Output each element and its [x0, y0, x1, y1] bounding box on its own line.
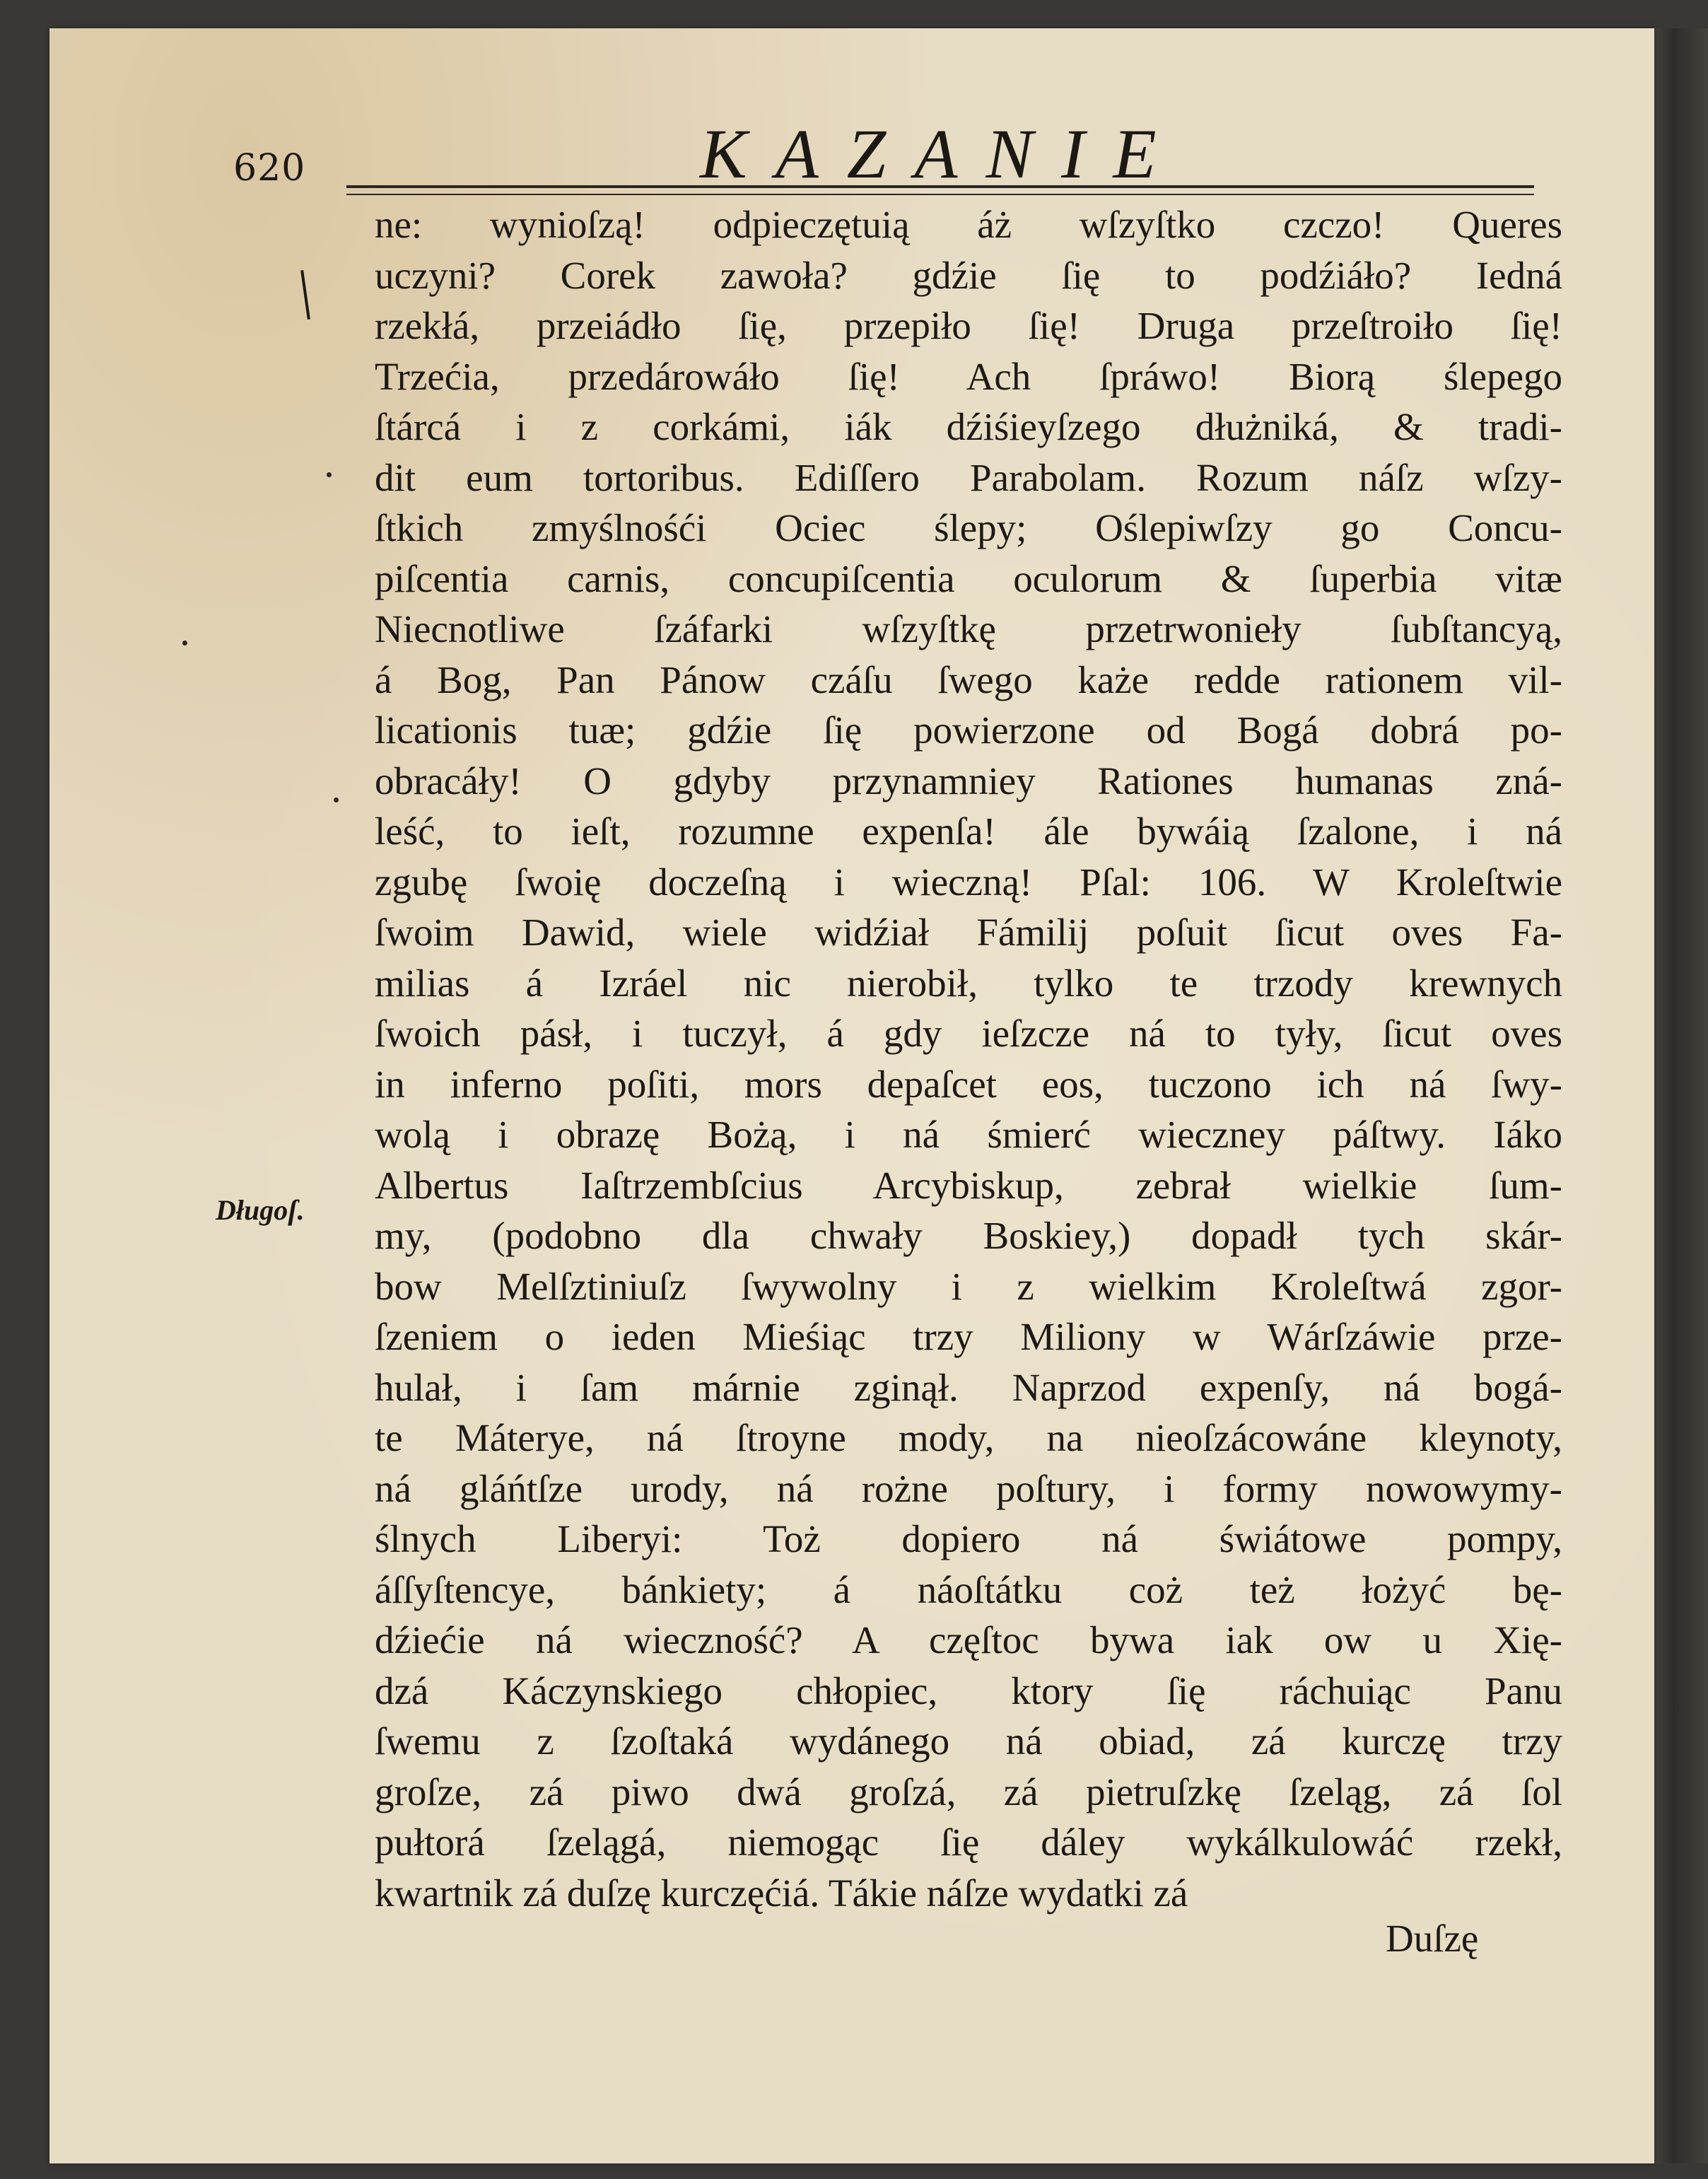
text-line: á Bog, Pan Pánow czáſu ſwego każe redde rationem vil-	[375, 658, 1562, 701]
running-title: KAZANIE	[700, 115, 1185, 193]
text-line: ne: wynioſzą! odpieczętuią áż wſzyſtko czczo! Queres	[375, 203, 1562, 246]
text-line: kwartnik zá duſzę kurczęćiá. Tákie náſze wydatki zá	[375, 1871, 1188, 1915]
ink-dot	[182, 641, 187, 645]
book-spine	[1651, 28, 1708, 2163]
text-line: leść, to ieſt, rozumne expenſa! ále bywáią ſzalone, i ná	[375, 810, 1562, 853]
text-line: groſze, zá piwo dwá groſzá, zá pietruſzkę ſzeląg, zá ſol	[375, 1770, 1562, 1813]
text-line: ſzeniem o ieden Mieśiąc trzy Miliony w Wárſzáwie prze-	[375, 1315, 1562, 1358]
text-line: Niecnotliwe ſzáfarki wſzyſtkę przetrwonieły ſubſtancyą,	[375, 607, 1562, 650]
text-line: ſtkich zmyślnośći Ociec ślepy; Oślepiwſzy go Concu-	[375, 506, 1562, 549]
text-line: hulał, i ſam márnie zginął. Naprzod expenſy, ná bogá-	[375, 1365, 1562, 1409]
text-line: ná gláńtſze urody, ná rożne poſtury, i formy nowowymy-	[375, 1466, 1562, 1510]
header-rule	[346, 185, 1534, 188]
text-line: Trzećia, przedárowáło ſię! Ach ſpráwo! Biorą ślepego	[375, 354, 1562, 398]
text-line: ſwemu z ſzoſtaká wydánego ná obiad, zá kurczę trzy	[375, 1719, 1562, 1763]
text-line: ſwoim Dawid, wiele widźiał Fámilij poſuit ſicut oves Fa-	[375, 911, 1562, 954]
margin-note: Długoſ.	[216, 1194, 305, 1226]
text-line: ſtárcá i z corkámi, iák dźiśieyſzego dłużniká, & tradi-	[375, 405, 1562, 448]
text-line: dit eum tortoribus. Ediſſero Parabolam. Rozum náſz wſzy-	[375, 455, 1562, 499]
page-number: 620	[233, 147, 306, 189]
text-line: ślnych Liberyi: Toż dopiero ná świátowe pompy,	[375, 1517, 1562, 1560]
text-line: rzekłá, przeiádło ſię, przepiło ſię! Druga przeſtroiło ſię!	[375, 304, 1562, 347]
text-line: Albertus Iaſtrzembſcius Arcybiskup, zebrał wielkie ſum-	[375, 1163, 1562, 1207]
ink-dot	[327, 472, 332, 477]
text-line: pułtorá ſzelągá, niemogąc ſię dáley wykálkulowáć rzekł,	[375, 1821, 1562, 1864]
text-line: milias á Izráel nic nierobił, tylko te trzody krewnych	[375, 961, 1562, 1005]
text-line: obracáły! O gdyby przynamniey Rationes humanas zná-	[375, 759, 1562, 802]
text-line: licationis tuæ; gdźie ſię powierzone od Bogá dobrá po-	[375, 708, 1562, 752]
text-line: piſcentia carnis, concupiſcentia oculorum & ſuperbia vitæ	[375, 556, 1562, 600]
text-line: te Máterye, ná ſtroyne mody, na nieoſzácowáne kleynoty,	[375, 1416, 1562, 1459]
text-line: áſſyſtencye, bánkiety; á náoſtátku coż też łożyć bę-	[375, 1567, 1562, 1611]
text-line: dzá Káczynskiego chłopiec, ktory ſię ráchuiąc Panu	[375, 1669, 1562, 1712]
body-text	[375, 199, 1562, 1918]
text-line: bow Melſztiniuſz ſwywolny i z wielkim Kroleſtwá zgor-	[375, 1264, 1562, 1308]
text-line: dźiećie ná wieczność? A częſtoc bywa iak ow u Xię-	[375, 1618, 1562, 1661]
text-line: zgubę ſwoię doczeſną i wieczną! Pſal: 106. W Kroleſtwie	[375, 860, 1562, 904]
text-line: my, (podobno dla chwały Boskiey,) dopadł tych skár-	[375, 1214, 1562, 1257]
catchword: Duſzę	[1386, 1917, 1479, 1960]
text-line: ſwoich pásł, i tuczył, á gdy ieſzcze ná to tyły, ſicut oves	[375, 1012, 1562, 1055]
header-rule-thin	[346, 194, 1534, 195]
text-line: in inferno poſiti, mors depaſcet eos, tuczono ich ná ſwy-	[375, 1062, 1562, 1106]
ink-dot	[334, 798, 339, 802]
text-line: uczyni? Corek zawoła? gdźie ſię to podźiáło? Iedná	[375, 253, 1562, 297]
text-line: wolą i obrazę Bożą, i ná śmierć wieczney páſtwy. Iáko	[375, 1113, 1562, 1156]
